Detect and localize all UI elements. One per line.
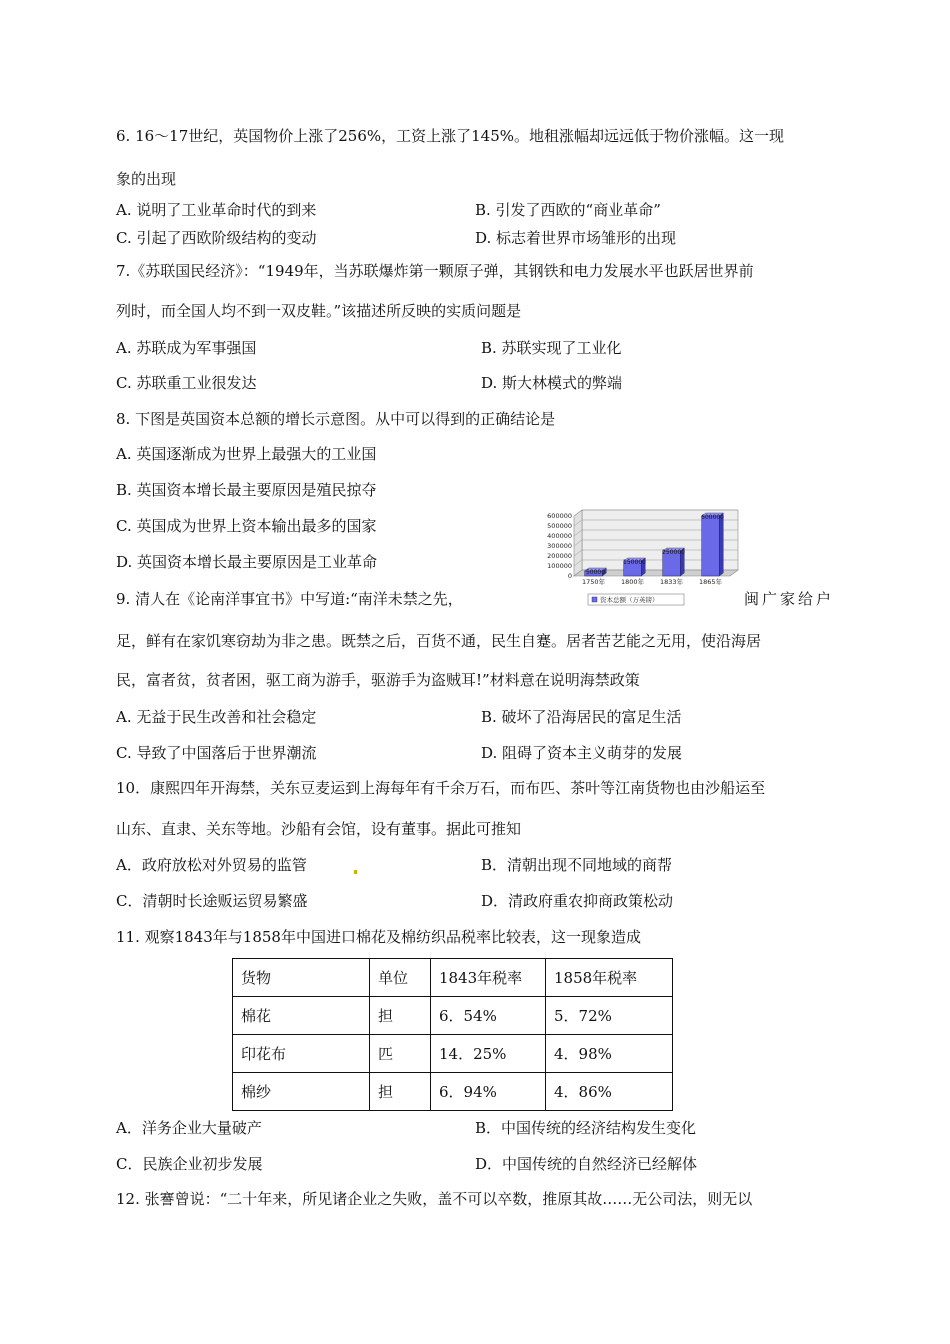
table-cell: 4．86% xyxy=(546,1073,673,1111)
chart-y-tick-label: 400000 xyxy=(547,532,572,540)
capital-growth-chart xyxy=(530,508,740,608)
q9-stem-line1-right: 闽广家给户 xyxy=(744,590,835,608)
table-row xyxy=(233,1035,673,1073)
table-cell: 6．94% xyxy=(431,1073,546,1111)
stray-dot xyxy=(354,870,357,874)
q8-option-a: A. 英国逐渐成为世界上最强大的工业国 xyxy=(116,445,377,463)
q11-stem: 11. 观察1843年与1858年中国进口棉花及棉纺织品税率比较表，这一现象造成 xyxy=(116,928,641,946)
chart-x-tick-label: 1865年 xyxy=(698,578,723,586)
q10-option-d: D．清政府重农抑商政策松动 xyxy=(481,892,674,910)
chart-x-tick-label: 1833年 xyxy=(659,578,684,586)
q6-stem-line1: 6. 16～17世纪，英国物价上涨了256%，工资上涨了145%。地租涨幅却远远低于物价涨幅。这一现 xyxy=(116,127,785,145)
chart-x-tick-label: 1800年 xyxy=(620,578,645,586)
chart-data-label: 50000 xyxy=(585,569,606,576)
q10-stem-line1: 10．康熙四年开海禁，关东豆麦运到上海每年有千余万石，而布匹、茶叶等江南货物也由沙船运至 xyxy=(116,779,766,797)
table-cell: 担 xyxy=(370,997,431,1035)
q11-option-a: A．洋务企业大量破产 xyxy=(116,1119,262,1137)
q9-option-a: A. 无益于民生改善和社会稳定 xyxy=(116,708,317,726)
table-cell: 棉纱 xyxy=(233,1073,370,1111)
q7-option-c: C. 苏联重工业很发达 xyxy=(116,374,257,392)
chart-y-tick-label: 500000 xyxy=(547,522,572,530)
q7-option-b: B. 苏联实现了工业化 xyxy=(481,339,622,357)
table-row xyxy=(233,1073,673,1111)
chart-x-tick-label: 1750年 xyxy=(581,578,606,586)
chart-data-label: 250000 xyxy=(662,549,685,556)
q10-option-c: C．清朝时长途贩运贸易繁盛 xyxy=(116,892,308,910)
chart-data-label: 150000 xyxy=(623,559,646,566)
chart-legend-label: 资本总额（万英镑） xyxy=(600,596,659,604)
table-header-cell: 货物 xyxy=(233,959,370,997)
q7-stem-line1: 7.《苏联国民经济》：“1949年，当苏联爆炸第一颗原子弹，其钢铁和电力发展水平也跃居世界前 xyxy=(116,262,754,280)
q8-option-b: B. 英国资本增长最主要原因是殖民掠夺 xyxy=(116,481,377,499)
table-cell: 14．25% xyxy=(431,1035,546,1073)
q10-stem-line2: 山东、直隶、关东等地。沙船有会馆，设有董事。据此可推知 xyxy=(116,820,522,838)
table-cell: 印花布 xyxy=(233,1035,370,1073)
q9-option-d: D. 阻碍了资本主义萌芽的发展 xyxy=(481,744,683,762)
chart-y-tick-label: 600000 xyxy=(547,512,572,520)
q10-option-a: A．政府放松对外贸易的监管 xyxy=(116,856,307,874)
q10-option-b: B．清朝出现不同地域的商帮 xyxy=(481,856,673,874)
capital-growth-chart-svg xyxy=(530,508,740,608)
chart-y-tick-label: 0 xyxy=(567,572,572,580)
q6-option-c: C. 引起了西欧阶级结构的变动 xyxy=(116,229,317,247)
q12-stem-line1: 12. 张謇曾说：“二十年来，所见诸企业之失败，盖不可以卒数，推原其故……无公司法，则无以 xyxy=(116,1190,753,1208)
q7-stem-line2: 列时，而全国人均不到一双皮鞋。”该描述所反映的实质问题是 xyxy=(116,302,522,320)
q11-option-c: C．民族企业初步发展 xyxy=(116,1155,263,1173)
q8-option-d: D. 英国资本增长最主要原因是工业革命 xyxy=(116,553,378,571)
chart-y-tick-label: 300000 xyxy=(547,542,572,550)
q9-option-b: B. 破坏了沿海居民的富足生活 xyxy=(481,708,682,726)
q8-option-c: C. 英国成为世界上资本输出最多的国家 xyxy=(116,517,377,535)
q9-stem-line2: 足，鲜有在家饥寒窃劫为非之患。既禁之后，百货不通，民生自蹇。居者苦艺能之无用，使沿海居 xyxy=(116,632,762,650)
chart-bar-side xyxy=(719,513,723,576)
table-cell: 4．98% xyxy=(546,1035,673,1073)
q6-option-b: B. 引发了西欧的“商业革命” xyxy=(475,201,661,219)
q8-stem: 8. 下图是英国资本总额的增长示意图。从中可以得到的正确结论是 xyxy=(116,410,556,428)
table-header-cell: 单位 xyxy=(370,959,431,997)
q11-option-b: B．中国传统的经济结构发生变化 xyxy=(475,1119,697,1137)
table-header-cell: 1843年税率 xyxy=(431,959,546,997)
q7-option-d: D. 斯大林模式的弊端 xyxy=(481,374,623,392)
table-row xyxy=(233,997,673,1035)
chart-y-tick-label: 100000 xyxy=(547,562,572,570)
table-cell: 6．54% xyxy=(431,997,546,1035)
tax-rate-table xyxy=(232,958,673,1111)
q11-option-d: D．中国传统的自然经济已经解体 xyxy=(475,1155,698,1173)
table-cell: 5．72% xyxy=(546,997,673,1035)
chart-legend-swatch xyxy=(592,597,597,602)
q7-option-a: A. 苏联成为军事强国 xyxy=(116,339,257,357)
q6-option-a: A. 说明了工业革命时代的到来 xyxy=(116,201,317,219)
q6-stem-line2: 象的出现 xyxy=(116,170,177,188)
table-header-cell: 1858年税率 xyxy=(546,959,673,997)
q6-option-d: D. 标志着世界市场雏形的出现 xyxy=(475,229,677,247)
table-cell: 棉花 xyxy=(233,997,370,1035)
chart-data-label: 600000 xyxy=(701,514,724,521)
chart-bar xyxy=(702,516,720,576)
chart-y-tick-label: 200000 xyxy=(547,552,572,560)
q9-option-c: C. 导致了中国落后于世界潮流 xyxy=(116,744,317,762)
q9-stem-line1-left: 9. 清人在《论南洋事宜书》中写道:“南洋未禁之先， xyxy=(116,590,463,608)
q9-stem-line3: 民，富者贫，贫者困，驱工商为游手，驱游手为盗贼耳!”材料意在说明海禁政策 xyxy=(116,671,640,689)
table-cell: 匹 xyxy=(370,1035,431,1073)
table-cell: 担 xyxy=(370,1073,431,1111)
table-header-row xyxy=(233,959,673,997)
